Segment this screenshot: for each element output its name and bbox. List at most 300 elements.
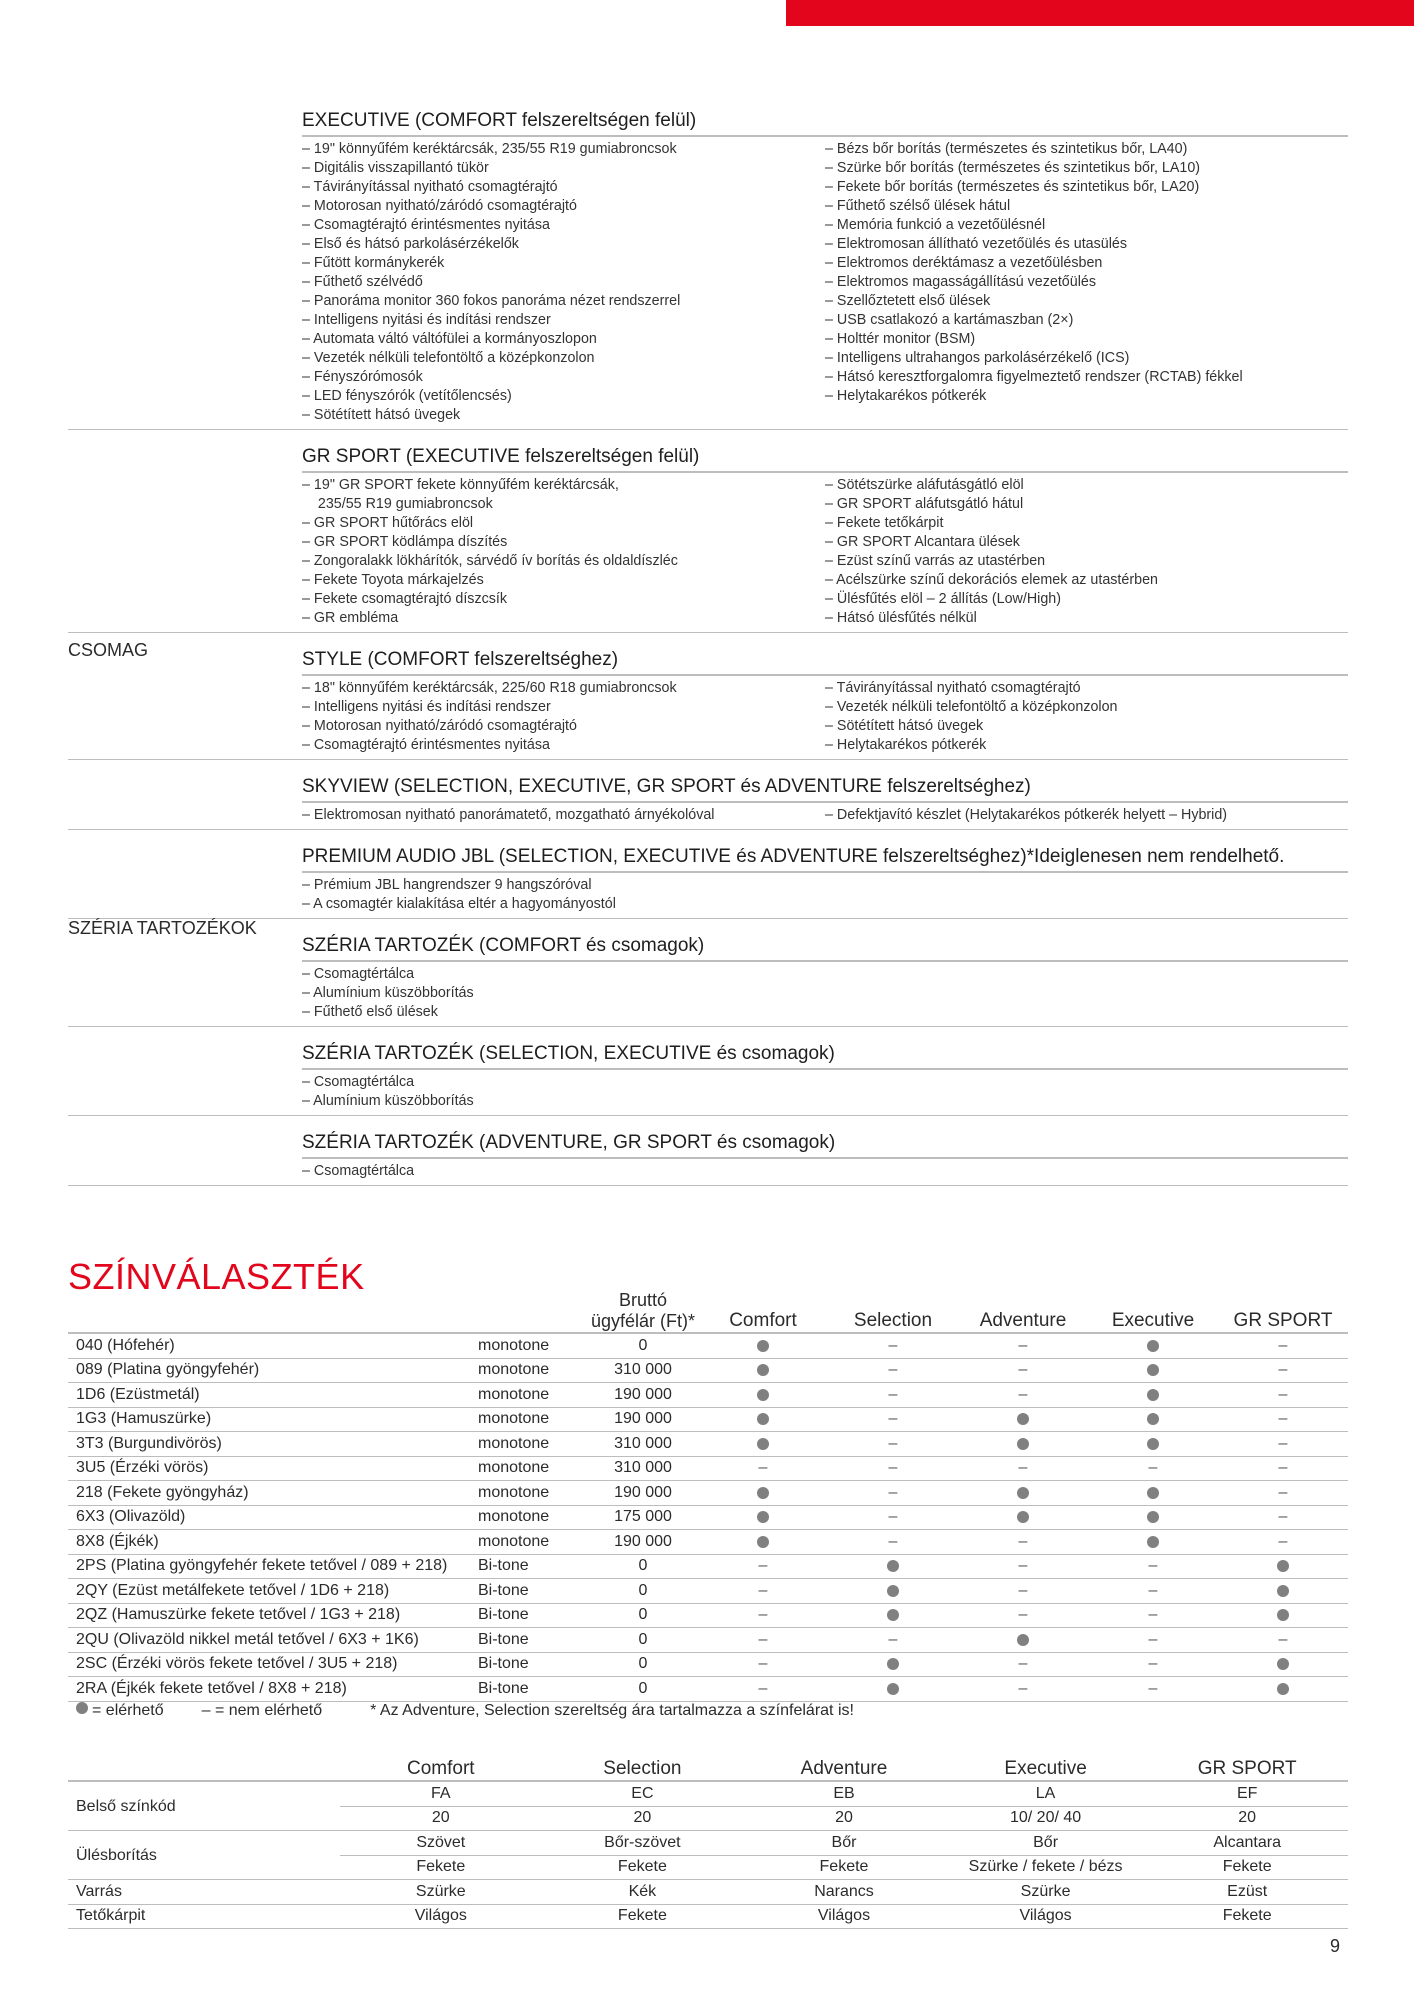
available-dot-icon — [1147, 1487, 1159, 1499]
unavailable-dash: – — [1018, 1336, 1028, 1354]
cell: Szürke — [1020, 1882, 1071, 1900]
color-price: 190 000 — [614, 1532, 672, 1550]
package-col-right — [825, 965, 1348, 1022]
package-item: – Digitális visszapillantó tükör — [302, 160, 489, 176]
availability-cell — [698, 1435, 828, 1453]
available-dot-icon — [1017, 1438, 1029, 1450]
availability-cell — [1218, 1680, 1348, 1698]
package-col-right — [825, 679, 1348, 755]
availability-cell — [1088, 1361, 1218, 1379]
available-dot-icon — [1277, 1683, 1289, 1695]
availability-cell — [698, 1606, 828, 1624]
color-price: 0 — [638, 1630, 648, 1648]
belso-row-2 — [340, 1807, 1348, 1832]
color-row — [68, 1677, 1348, 1702]
cell: FA — [431, 1784, 451, 1802]
unavailable-dash: – — [1018, 1655, 1028, 1673]
availability-cell — [698, 1361, 828, 1379]
availability-cell — [828, 1484, 958, 1502]
package-item: – Automata váltó váltófülei a kormányoszlopon — [302, 331, 597, 347]
unavailable-dash: – — [1018, 1679, 1028, 1697]
availability-cell — [1218, 1435, 1348, 1453]
availability-cell — [828, 1337, 958, 1355]
availability-cell — [958, 1435, 1088, 1453]
package-col-left — [302, 1162, 825, 1181]
package-item: – Motorosan nyitható/záródó csomagtérajtó — [302, 718, 577, 734]
availability-cell — [1218, 1557, 1348, 1575]
unavailable-dash: – — [1018, 1606, 1028, 1624]
availability-cell — [828, 1533, 958, 1551]
availability-cell — [1088, 1582, 1218, 1600]
unavailable-dash: – — [758, 1606, 768, 1624]
availability-cell — [958, 1361, 1088, 1379]
package-item: – 18" könnyűfém keréktárcsák, 225/60 R18 gumiabroncsok — [302, 680, 677, 696]
availability-cell — [1088, 1508, 1218, 1526]
availability-cell — [1218, 1337, 1348, 1355]
availability-cell — [1218, 1484, 1348, 1502]
cell: Világos — [414, 1907, 467, 1925]
color-type: monotone — [478, 1508, 550, 1526]
color-name: 8X8 (Éjkék) — [76, 1532, 159, 1550]
package-item: – Elektromos deréktámasz a vezetőülésben — [825, 255, 1103, 271]
package-item: – Sötétített hátsó üvegek — [302, 407, 461, 423]
package-item: – Intelligens nyitási és indítási rendszer — [302, 312, 551, 328]
availability-cell — [958, 1655, 1088, 1673]
cell: LA — [1035, 1784, 1056, 1802]
availability-cell — [828, 1631, 958, 1649]
package-item: – Zongoralakk lökhárítók, sárvédő ív borítás és oldaldíszléc — [302, 553, 678, 569]
availability-cell — [1218, 1582, 1348, 1600]
available-dot-icon — [757, 1413, 769, 1425]
color-row — [68, 1653, 1348, 1678]
available-dot-icon — [887, 1658, 899, 1670]
available-dot-icon — [1147, 1438, 1159, 1450]
unavailable-dash: – — [1148, 1679, 1158, 1697]
unavailable-dash: – — [1018, 1532, 1028, 1550]
color-name: 1D6 (Ezüstmetál) — [76, 1385, 200, 1403]
package-item: – GR SPORT ködlámpa díszítés — [302, 534, 508, 550]
unavailable-dash: – — [1278, 1630, 1288, 1648]
package-col-right — [825, 140, 1348, 425]
availability-cell — [698, 1508, 828, 1526]
availability-cell — [828, 1582, 958, 1600]
package-item: – Intelligens ultrahangos parkolásérzékelő (ICS) — [825, 350, 1130, 366]
package-item: – GR SPORT hűtőrács elöl — [302, 515, 474, 531]
color-row — [68, 1432, 1348, 1457]
package-block — [302, 933, 1348, 1027]
package-item: – Csomagtérajtó érintésmentes nyitása — [302, 737, 550, 753]
unavailable-dash: – — [1278, 1434, 1288, 1452]
unavailable-dash: – — [1278, 1508, 1288, 1526]
package-item: – Csomagtértálca — [302, 1074, 415, 1090]
available-dot-icon — [1277, 1658, 1289, 1670]
ules-row-1 — [340, 1831, 1348, 1856]
availability-cell — [698, 1337, 828, 1355]
unavailable-dash: – — [758, 1581, 768, 1599]
package-item: – Acélszürke színű dekorációs elemek az utastérben — [825, 572, 1158, 588]
color-price: 0 — [638, 1679, 648, 1697]
available-dot-icon — [1147, 1364, 1159, 1376]
package-item: – GR embléma — [302, 610, 399, 626]
cell: 20 — [633, 1809, 652, 1827]
available-dot-icon — [1147, 1413, 1159, 1425]
cell: Fekete — [416, 1858, 466, 1876]
available-dot-icon — [1277, 1609, 1289, 1621]
package-block — [302, 1130, 1348, 1186]
availability-cell — [958, 1557, 1088, 1575]
package-title: STYLE (COMFORT felszereltséghez) — [302, 647, 1348, 676]
color-name: 218 (Fekete gyöngyház) — [76, 1483, 249, 1501]
package-divider — [68, 429, 1348, 430]
cell: Világos — [1019, 1907, 1072, 1925]
price-header-line1: Bruttó — [618, 1290, 668, 1310]
availability-cell — [828, 1557, 958, 1575]
color-name: 1G3 (Hamuszürke) — [76, 1410, 212, 1428]
interior-trim-gr-sport: GR SPORT — [1197, 1758, 1297, 1779]
package-item: – Elektromosan állítható vezetőülés és utasülés — [825, 236, 1127, 252]
package-item: – Fekete tetőkárpit — [825, 515, 944, 531]
unavailable-dash: – — [1278, 1410, 1288, 1428]
package-item: – Szellőztetett első ülések — [825, 293, 991, 309]
unavailable-dash: – — [1278, 1385, 1288, 1403]
availability-cell — [828, 1410, 958, 1428]
cell: Fekete — [1222, 1858, 1272, 1876]
unavailable-dash: – — [1018, 1459, 1028, 1477]
package-item: 235/55 R19 gumiabroncsok — [302, 496, 493, 512]
ulesboritas-group — [68, 1831, 1348, 1880]
price-header-line2: ügyfélár (Ft)* — [590, 1311, 696, 1331]
szeria-tartozekok-label: SZÉRIA TARTOZÉKOK — [68, 918, 257, 938]
available-dot-icon — [887, 1560, 899, 1572]
color-name: 2QY (Ezüst metálfekete tetővel / 1D6 + 218) — [76, 1581, 390, 1599]
availability-cell — [1088, 1410, 1218, 1428]
cell: Narancs — [814, 1882, 874, 1900]
package-divider — [68, 1115, 1348, 1116]
color-row — [68, 1334, 1348, 1359]
cell: EF — [1236, 1784, 1258, 1802]
availability-cell — [828, 1508, 958, 1526]
cell: 20 — [835, 1809, 853, 1827]
unavailable-dash: – — [1018, 1557, 1028, 1575]
package-item: – Fényszórómosók — [302, 369, 423, 385]
availability-cell — [1218, 1361, 1348, 1379]
color-type: Bi-tone — [478, 1679, 529, 1697]
package-item: – Fűthető szélvédő — [302, 274, 423, 290]
color-name: 089 (Platina gyöngyfehér) — [76, 1361, 260, 1379]
color-table — [68, 1282, 1348, 1702]
package-item: – Prémium JBL hangrendszer 9 hangszóróval — [302, 877, 592, 893]
color-name: 2PS (Platina gyöngyfehér fekete tetővel / 089 + 218) — [76, 1557, 448, 1575]
interior-trim-adventure: Adventure — [800, 1758, 888, 1779]
package-item: – Holttér monitor (BSM) — [825, 331, 976, 347]
availability-cell — [698, 1533, 828, 1551]
unavailable-dash: – — [758, 1557, 768, 1575]
package-item: – Vezeték nélküli telefontöltő a középkonzolon — [825, 699, 1118, 715]
unavailable-dash: – — [758, 1655, 768, 1673]
unavailable-dash: – — [758, 1459, 768, 1477]
package-divider — [68, 759, 1348, 760]
unavailable-dash: – — [758, 1679, 768, 1697]
color-type: monotone — [478, 1434, 550, 1452]
availability-cell — [958, 1459, 1088, 1477]
color-table-header — [68, 1282, 1348, 1334]
legend-available: = elérhető — [92, 1702, 164, 1719]
package-item: – GR SPORT aláfutsgátló hátul — [825, 496, 1024, 512]
package-col-left — [302, 965, 825, 1022]
color-type: Bi-tone — [478, 1630, 529, 1648]
color-name: 2SC (Érzéki vörös fekete tetővel / 3U5 + 218) — [76, 1655, 398, 1673]
unavailable-dash: – — [888, 1508, 898, 1526]
belso-row-1 — [340, 1782, 1348, 1807]
availability-cell — [1088, 1533, 1218, 1551]
belso-szinkod-label: Belső színkód — [76, 1797, 176, 1815]
package-item: – Fűthető első ülések — [302, 1004, 438, 1020]
unavailable-dash: – — [1148, 1606, 1158, 1624]
color-name: 2QZ (Hamuszürke fekete tetővel / 1G3 + 218) — [76, 1606, 401, 1624]
availability-cell — [1088, 1631, 1218, 1649]
package-col-right — [825, 806, 1348, 825]
availability-cell — [1088, 1680, 1218, 1698]
availability-cell — [958, 1680, 1088, 1698]
package-item: – Szürke bőr borítás (természetes és szintetikus bőr, LA10) — [825, 160, 1201, 176]
color-rows — [68, 1334, 1348, 1702]
package-item: – LED fényszórók (vetítőlencsés) — [302, 388, 512, 404]
tetokarpit-label: Tetőkárpit — [76, 1907, 146, 1925]
package-block — [302, 1041, 1348, 1116]
trim-header-comfort: Comfort — [729, 1310, 797, 1331]
cell: Bőr — [1033, 1833, 1059, 1851]
color-row — [68, 1408, 1348, 1433]
package-item: – Bézs bőr borítás (természetes és szintetikus bőr, LA40) — [825, 141, 1188, 157]
package-divider — [68, 918, 1348, 919]
header-accent-bar — [786, 0, 1414, 26]
package-item: – Csomagtértálca — [302, 966, 415, 982]
interior-trim-selection: Selection — [603, 1758, 682, 1779]
color-type: monotone — [478, 1410, 550, 1428]
cell: Fekete — [617, 1858, 667, 1876]
package-block — [302, 774, 1348, 830]
unavailable-dash: – — [1278, 1532, 1288, 1550]
availability-cell — [828, 1459, 958, 1477]
package-item: – Motorosan nyitható/záródó csomagtérajtó — [302, 198, 577, 214]
color-row — [68, 1628, 1348, 1653]
cell: EB — [833, 1784, 855, 1802]
package-title: SZÉRIA TARTOZÉK (COMFORT és csomagok) — [302, 933, 1348, 962]
package-item: – Fűthető szélső ülések hátul — [825, 198, 1011, 214]
availability-cell — [958, 1508, 1088, 1526]
cell: Alcantara — [1213, 1833, 1281, 1851]
unavailable-dash: – — [758, 1630, 768, 1648]
color-type: monotone — [478, 1385, 550, 1403]
package-item: – Hátsó keresztforgalomra figyelmeztető rendszer (RCTAB) fékkel — [825, 369, 1243, 385]
availability-cell — [1088, 1459, 1218, 1477]
color-price: 310 000 — [614, 1459, 672, 1477]
tetokarpit-row — [68, 1905, 1348, 1930]
package-item: – Távirányítással nyitható csomagtérajtó — [825, 680, 1081, 696]
color-name: 6X3 (Olivazöld) — [76, 1508, 186, 1526]
package-item: – Memória funkció a vezetőülésnél — [825, 217, 1046, 233]
color-type: monotone — [478, 1361, 550, 1379]
color-row — [68, 1457, 1348, 1482]
package-item: – Csomagtértálca — [302, 1163, 415, 1179]
color-price: 310 000 — [614, 1434, 672, 1452]
availability-cell — [828, 1386, 958, 1404]
available-dot-icon — [757, 1536, 769, 1548]
package-title: PREMIUM AUDIO JBL (SELECTION, EXECUTIVE és ADVENTURE felszereltséghez)*Ideiglenesen nem rendelhető. — [302, 844, 1348, 873]
package-divider — [68, 1185, 1348, 1186]
color-price: 0 — [638, 1655, 648, 1673]
availability-cell — [958, 1533, 1088, 1551]
package-item: – Helytakarékos pótkerék — [825, 737, 987, 753]
package-item: – Panoráma monitor 360 fokos panoráma nézet rendszerrel — [302, 293, 681, 309]
trim-header-executive: Executive — [1111, 1310, 1195, 1331]
package-title: GR SPORT (EXECUTIVE felszereltségen felül) — [302, 444, 1348, 473]
package-title: SZÉRIA TARTOZÉK (ADVENTURE, GR SPORT és csomagok) — [302, 1130, 1348, 1159]
available-dot-icon — [1147, 1536, 1159, 1548]
color-type: Bi-tone — [478, 1655, 529, 1673]
availability-cell — [958, 1582, 1088, 1600]
package-item: – Fekete csomagtérajtó díszcsík — [302, 591, 508, 607]
trim-header-selection: Selection — [853, 1310, 933, 1331]
package-item: – Csomagtérajtó érintésmentes nyitása — [302, 217, 550, 233]
package-col-left — [302, 806, 825, 825]
color-row — [68, 1530, 1348, 1555]
package-item: – Defektjavító készlet (Helytakarékos pótkerék helyett – Hybrid) — [825, 807, 1228, 823]
color-type: Bi-tone — [478, 1606, 529, 1624]
color-type: monotone — [478, 1336, 550, 1354]
package-col-right — [825, 1162, 1348, 1181]
color-type: monotone — [478, 1483, 550, 1501]
package-block — [302, 444, 1348, 633]
ulesboritas-label: Ülésborítás — [76, 1846, 157, 1864]
color-price: 0 — [638, 1606, 648, 1624]
package-item: – USB csatlakozó a kartámaszban (2×) — [825, 312, 1074, 328]
cell: Szürke / fekete / bézs — [968, 1858, 1123, 1876]
unavailable-dash: – — [1148, 1557, 1158, 1575]
package-item: – Fekete bőr borítás (természetes és szintetikus bőr, LA20) — [825, 179, 1200, 195]
varras-row — [68, 1880, 1348, 1905]
color-row — [68, 1555, 1348, 1580]
package-block — [302, 108, 1348, 430]
unavailable-dash: – — [1278, 1483, 1288, 1501]
cell: Fekete — [1222, 1907, 1272, 1925]
package-item: – Helytakarékos pótkerék — [825, 388, 987, 404]
package-item: – Intelligens nyitási és indítási rendszer — [302, 699, 551, 715]
interior-table — [68, 1752, 1348, 1929]
color-name: 2QU (Olivazöld nikkel metál tetővel / 6X3 + 1K6) — [76, 1630, 419, 1648]
availability-cell — [828, 1655, 958, 1673]
package-item: – Első és hátsó parkolásérzékelők — [302, 236, 519, 252]
cell: Világos — [817, 1907, 871, 1925]
color-price: 310 000 — [614, 1361, 672, 1379]
unavailable-dash: – — [1018, 1385, 1028, 1403]
package-item: – Hátsó ülésfűtés nélkül — [825, 610, 977, 626]
available-dot-icon — [1147, 1389, 1159, 1401]
availability-cell — [828, 1606, 958, 1624]
available-dot-icon — [757, 1511, 769, 1523]
cell: Szürke — [415, 1882, 466, 1900]
interior-trim-comfort: Comfort — [407, 1758, 475, 1779]
package-item: – Elektromos magasságállítású vezetőülés — [825, 274, 1096, 290]
unavailable-dash: – — [1278, 1459, 1288, 1477]
package-item: – Fekete Toyota márkajelzés — [302, 572, 484, 588]
color-type: monotone — [478, 1459, 550, 1477]
package-block — [302, 647, 1348, 760]
color-name: 3T3 (Burgundivörös) — [76, 1434, 222, 1452]
cell: Fekete — [617, 1907, 667, 1925]
availability-cell — [1088, 1655, 1218, 1673]
availability-cell — [958, 1631, 1088, 1649]
cell: Szövet — [416, 1833, 466, 1851]
color-price: 190 000 — [614, 1385, 672, 1403]
package-item: – Fűtött kormánykerék — [302, 255, 445, 271]
unavailable-dash: – — [888, 1459, 898, 1477]
unavailable-dash: – — [1018, 1361, 1028, 1379]
package-item: – Ezüst színű varrás az utastérben — [825, 553, 1046, 569]
unavailable-dash: – — [1148, 1655, 1158, 1673]
package-title: SZÉRIA TARTOZÉK (SELECTION, EXECUTIVE és csomagok) — [302, 1041, 1348, 1070]
color-name: 3U5 (Érzéki vörös) — [76, 1459, 209, 1477]
package-item: – Ülésfűtés elöl – 2 állítás (Low/High) — [825, 591, 1062, 607]
unavailable-dash: – — [888, 1483, 898, 1501]
availability-cell — [698, 1680, 828, 1698]
available-dot-icon — [887, 1683, 899, 1695]
available-dot-icon — [1277, 1560, 1289, 1572]
package-item: – Távirányítással nyitható csomagtérajtó — [302, 179, 558, 195]
cell: EC — [631, 1784, 654, 1802]
package-title: SKYVIEW (SELECTION, EXECUTIVE, GR SPORT és ADVENTURE felszereltséghez) — [302, 774, 1348, 803]
unavailable-dash: – — [888, 1410, 898, 1428]
cell: 20 — [1238, 1809, 1257, 1827]
availability-cell — [1218, 1655, 1348, 1673]
availability-cell — [698, 1655, 828, 1673]
unavailable-dash: – — [888, 1385, 898, 1403]
unavailable-dash: – — [1018, 1581, 1028, 1599]
availability-cell — [698, 1631, 828, 1649]
color-name: 2RA (Éjkék fekete tetővel / 8X8 + 218) — [76, 1679, 347, 1697]
color-row — [68, 1579, 1348, 1604]
legend-unavailable: – = nem elérhető — [201, 1702, 323, 1719]
package-col-left — [302, 140, 825, 425]
availability-cell — [828, 1435, 958, 1453]
package-item: – Alumínium küszöbborítás — [302, 1093, 474, 1109]
package-col-right — [825, 1073, 1348, 1111]
package-col-left — [302, 1073, 825, 1111]
color-price: 190 000 — [614, 1410, 672, 1428]
unavailable-dash: – — [888, 1630, 898, 1648]
available-dot-icon — [1017, 1487, 1029, 1499]
availability-cell — [958, 1484, 1088, 1502]
availability-cell — [828, 1680, 958, 1698]
unavailable-dash: – — [1148, 1459, 1158, 1477]
package-col-left — [302, 876, 825, 914]
availability-cell — [958, 1606, 1088, 1624]
availability-cell — [698, 1582, 828, 1600]
cell: Fekete — [819, 1858, 869, 1876]
unavailable-dash: – — [1148, 1581, 1158, 1599]
available-dot-icon — [1277, 1585, 1289, 1597]
package-item: – GR SPORT Alcantara ülések — [825, 534, 1020, 550]
availability-cell — [1218, 1386, 1348, 1404]
package-divider — [68, 632, 1348, 633]
available-dot-icon — [757, 1487, 769, 1499]
availability-cell — [958, 1337, 1088, 1355]
varras-label: Varrás — [76, 1882, 122, 1900]
color-type: Bi-tone — [478, 1557, 529, 1575]
package-item: – 19" könnyűfém keréktárcsák, 235/55 R19 gumiabroncsok — [302, 141, 677, 157]
available-dot-icon — [1147, 1511, 1159, 1523]
unavailable-dash: – — [888, 1336, 898, 1354]
